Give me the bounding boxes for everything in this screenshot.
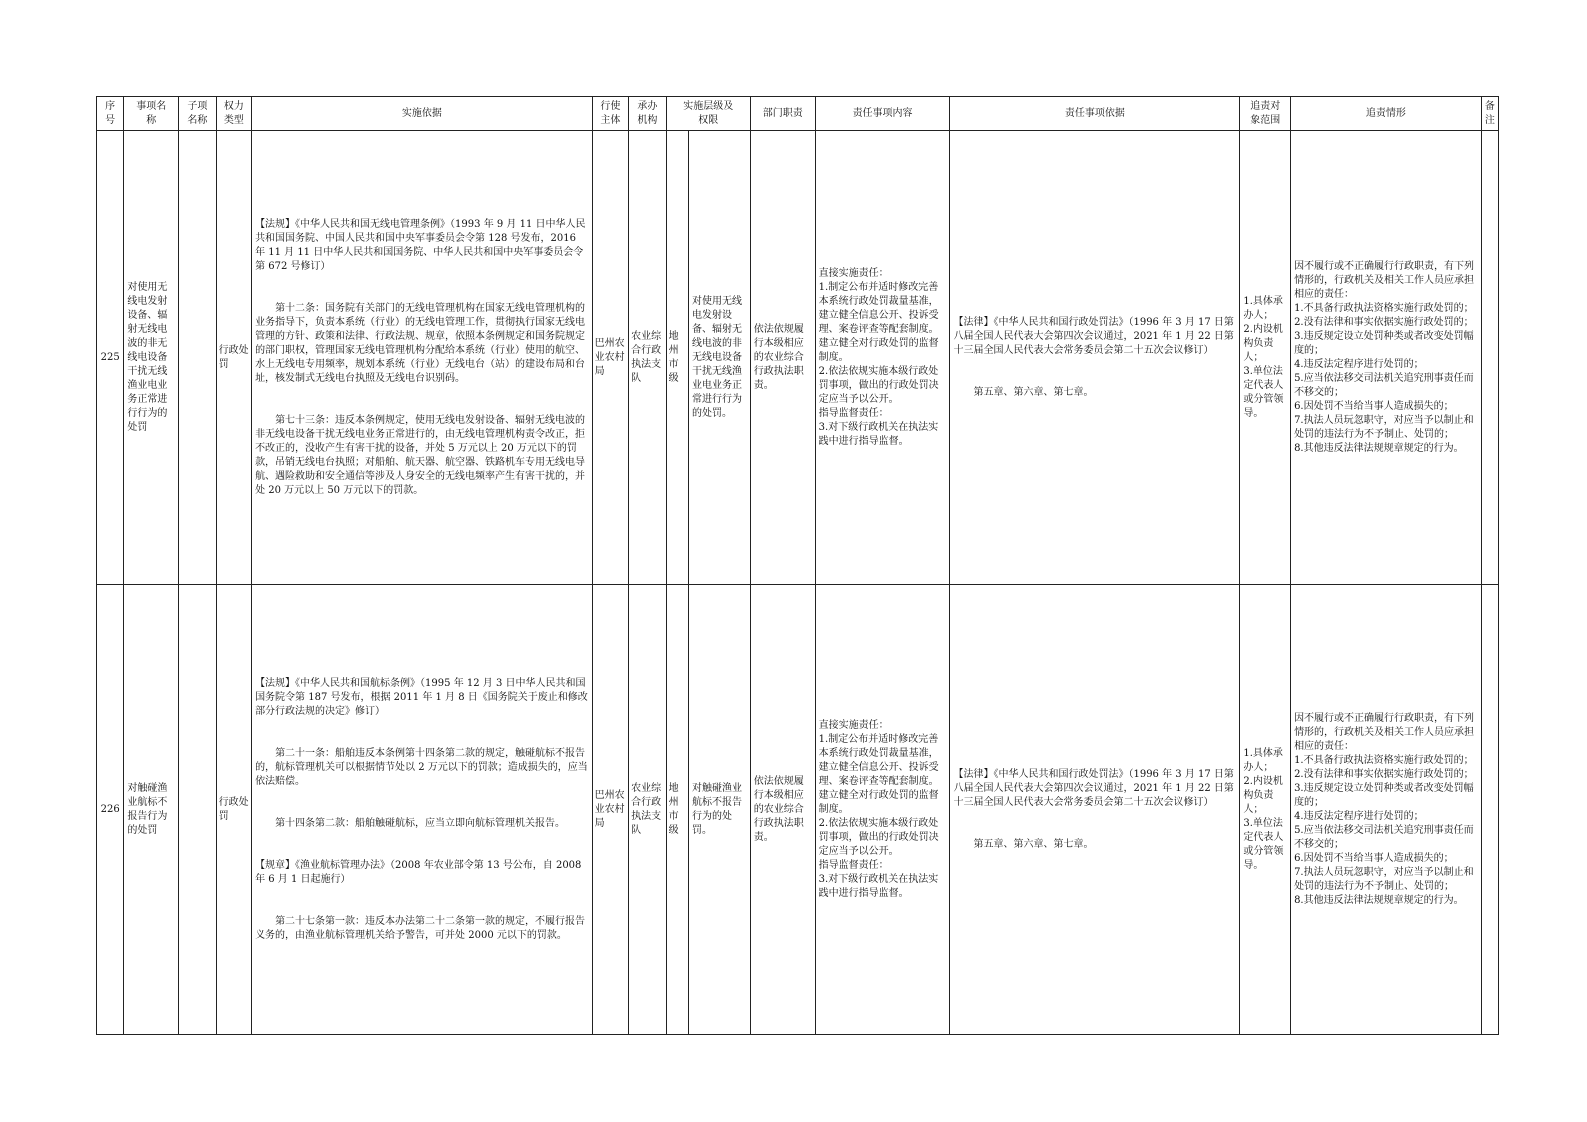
cell-account-cases: 因不履行或不正确履行行政职责，有下列情形的，行政机关及相关工作人员应承担相应的责任： 1.不具备行政执法资格实施行政处罚的； 2.没有法律和事实依据实施行政处罚的； 3.违反规定设立处罚种类或者改变处罚幅度的； 4.违反法定程序进行处罚的； 5.应当依法移交司法机关追究刑事责任而不移交的； 6.因处罚不当给当事人造成损失的； 7.执法人员玩忽职守，对应当予以制止和处罚的违法行为不予制止、处罚的； 8.其他违反法律法规规章规定的行为。 (1291, 585, 1482, 1035)
cell-subject: 巴州农业农村局 (592, 131, 628, 585)
cell-account-scope: 1.具体承办人； 2.内设机构负责人； 3.单位法定代表人或分管领导。 (1240, 585, 1291, 1035)
cell-dept-duty: 依法依规履行本级相应的农业综合行政执法职责。 (750, 131, 815, 585)
cell-remark (1481, 585, 1498, 1035)
resp-basis-chapters: 第五章、第六章、第七章。 (973, 838, 1094, 850)
header-subject: 行使 主体 (592, 97, 628, 131)
cell-power-type: 行政处罚 (216, 585, 251, 1035)
cell-level-a: 地州市级 (666, 585, 688, 1035)
cell-seq: 226 (97, 585, 124, 1035)
header-level: 实施层级及 权限 (666, 97, 750, 131)
cell-level-b: 对触碰渔业航标不报告行为的处罚。 (688, 585, 750, 1035)
cell-account-cases: 因不履行或不正确履行行政职责，有下列情形的，行政机关及相关工作人员应承担相应的责任： 1.不具备行政执法资格实施行政处罚的； 2.没有法律和事实依据实施行政处罚的； 3.违反规定设立处罚种类或者改变处罚幅度的； 4.违反法定程序进行处罚的； 5.应当依法移交司法机关追究刑事责任而不移交的； 6.因处罚不当给当事人造成损失的； 7.执法人员玩忽职守，对应当予以制止和处罚的违法行为不予制止、处罚的； 8.其他违反法律法规规章规定的行为。 (1291, 131, 1482, 585)
basis-source: 【法规】《中华人民共和国航标条例》（1995 年 12 月 3 日中华人民共和国国务院令第 187 号发布，根据 2011 年 1 月 8 日《国务院关于废止和修改部分行政法规的决定》修订） (255, 677, 588, 717)
header-item-name: 事项名 称 (124, 97, 179, 131)
table-row (97, 131, 1499, 585)
cell-level-a: 地州市级 (666, 131, 688, 585)
basis-article: 第十二条：国务院有关部门的无线电管理机构在国家无线电管理机构的业务指导下，负责本系统（行业）的无线电管理工作，贯彻执行国家无线电管理的方针、政策和法律、行政法规、规章，依照本条例规定和国务院规定的部门职权，管理国家无线电管理机构分配给本系统（行业）使用的航空、水上无线电专用频率，规划本系统（行业）无线电台（站）的建设布局和台址，核发制式无线电台执照及无线电台识别码。 (255, 302, 586, 384)
cell-level-b: 对使用无线电发射设备、辐射无线电波的非无线电设备干扰无线渔业电业务正常进行行为的处罚。 (688, 131, 750, 585)
header-account-scope: 追责对 象范围 (1240, 97, 1291, 131)
header-basis: 实施依据 (252, 97, 593, 131)
header-account-cases: 追责情形 (1291, 97, 1482, 131)
cell-remark (1481, 131, 1498, 585)
basis-article: 第十四条第二款：船舶触碰航标，应当立即向航标管理机关报告。 (275, 817, 566, 829)
cell-resp-basis (950, 131, 1240, 585)
header-sub-item: 子项 名称 (179, 97, 217, 131)
basis-article: 第七十三条：违反本条例规定，使用无线电发射设备、辐射无线电波的非无线电设备干扰无线电业务正常进行的，由无线电管理机构责令改正，拒不改正的，没收产生有害干扰的设备，并处 5 万元以上 20 万元以下的罚款，吊销无线电台执照；对船舶、航天器、航空器、铁路机车专用无线电导航、遇险救助和安全通信等涉及人身安全的无线电频率产生有害干扰的，并处 20 万元以上 50 万元以下的罚款。 (255, 414, 586, 496)
table-row (97, 585, 1499, 1035)
resp-basis-source: 【法律】《中华人民共和国行政处罚法》（1996 年 3 月 17 日第八届全国人民代表大会第四次会议通过，2021 年 1 月 22 日第十三届全国人民代表大会常务委员会第二十五次会议修订） (953, 316, 1234, 356)
header-remark: 备 注 (1481, 97, 1498, 131)
cell-undertaker: 农业综合行政执法支队 (629, 131, 667, 585)
basis-source: 【法规】《中华人民共和国无线电管理条例》（1993 年 9 月 11 日中华人民共和国国务院、中国人民共和国中央军事委员会令第 128 号发布，2016 年 11 月 11 日中华人民共和国国务院、中华人民共和国中央军事委员会令第 672 号修订） (255, 218, 586, 272)
cell-account-scope: 1.具体承办人； 2.内设机构负责人； 3.单位法定代表人或分管领导。 (1240, 131, 1291, 585)
cell-sub-item (179, 131, 217, 585)
header-undertaker: 承办 机构 (629, 97, 667, 131)
cell-sub-item (179, 585, 217, 1035)
cell-resp-content: 直接实施责任： 1.制定公布并适时修改完善本系统行政处罚裁量基准，建立健全信息公开、投诉受理、案卷评查等配套制度。建立健全对行政处罚的监督制度。 2.依法依规实施本级行政处罚事项，做出的行政处罚决定应当予以公开。 指导监督责任： 3.对下级行政机关在执法实践中进行指导监督。 (815, 585, 950, 1035)
cell-dept-duty: 依法依规履行本级相应的农业综合行政执法职责。 (750, 585, 815, 1035)
header-power-type: 权力 类型 (216, 97, 251, 131)
header-resp-content: 责任事项内容 (815, 97, 950, 131)
power-list-table (96, 96, 1499, 1035)
cell-basis (252, 131, 593, 585)
header-row (97, 97, 1499, 131)
cell-item-name: 对使用无线电发射设备、辐射无线电波的非无线电设备干扰无线渔业电业务正常进行行为的处罚 (124, 131, 179, 585)
cell-resp-basis (950, 585, 1240, 1035)
cell-item-name: 对触碰渔业航标不报告行为的处罚 (124, 585, 179, 1035)
header-resp-basis: 责任事项依据 (950, 97, 1240, 131)
cell-power-type: 行政处罚 (216, 131, 251, 585)
basis-article: 第二十七条第一款：违反本办法第二十二条第一款的规定，不履行报告义务的，由渔业航标管理机关给予警告，可并处 2000 元以下的罚款。 (255, 915, 586, 941)
header-seq: 序 号 (97, 97, 124, 131)
cell-undertaker: 农业综合行政执法支队 (629, 585, 667, 1035)
cell-resp-content: 直接实施责任： 1.制定公布并适时修改完善本系统行政处罚裁量基准，建立健全信息公开、投诉受理、案卷评查等配套制度。建立健全对行政处罚的监督制度。 2.依法依规实施本级行政处罚事项，做出的行政处罚决定应当予以公开。 指导监督责任： 3.对下级行政机关在执法实践中进行指导监督。 (815, 131, 950, 585)
header-dept-duty: 部门职责 (750, 97, 815, 131)
basis-article: 第二十一条：船舶违反本条例第十四条第二款的规定，触碰航标不报告的，航标管理机关可以根据情节处以 2 万元以下的罚款；造成损失的，应当依法赔偿。 (255, 747, 588, 787)
cell-seq: 225 (97, 131, 124, 585)
cell-subject: 巴州农业农村局 (592, 585, 628, 1035)
basis-source: 【规章】《渔业航标管理办法》（2008 年农业部令第 13 号公布，自 2008 年 6 月 1 日起施行） (255, 859, 585, 885)
resp-basis-source: 【法律】《中华人民共和国行政处罚法》（1996 年 3 月 17 日第八届全国人民代表大会第四次会议通过，2021 年 1 月 22 日第十三届全国人民代表大会常务委员会第二十五次会议修订） (953, 768, 1234, 808)
resp-basis-chapters: 第五章、第六章、第七章。 (973, 386, 1094, 398)
cell-basis (252, 585, 593, 1035)
